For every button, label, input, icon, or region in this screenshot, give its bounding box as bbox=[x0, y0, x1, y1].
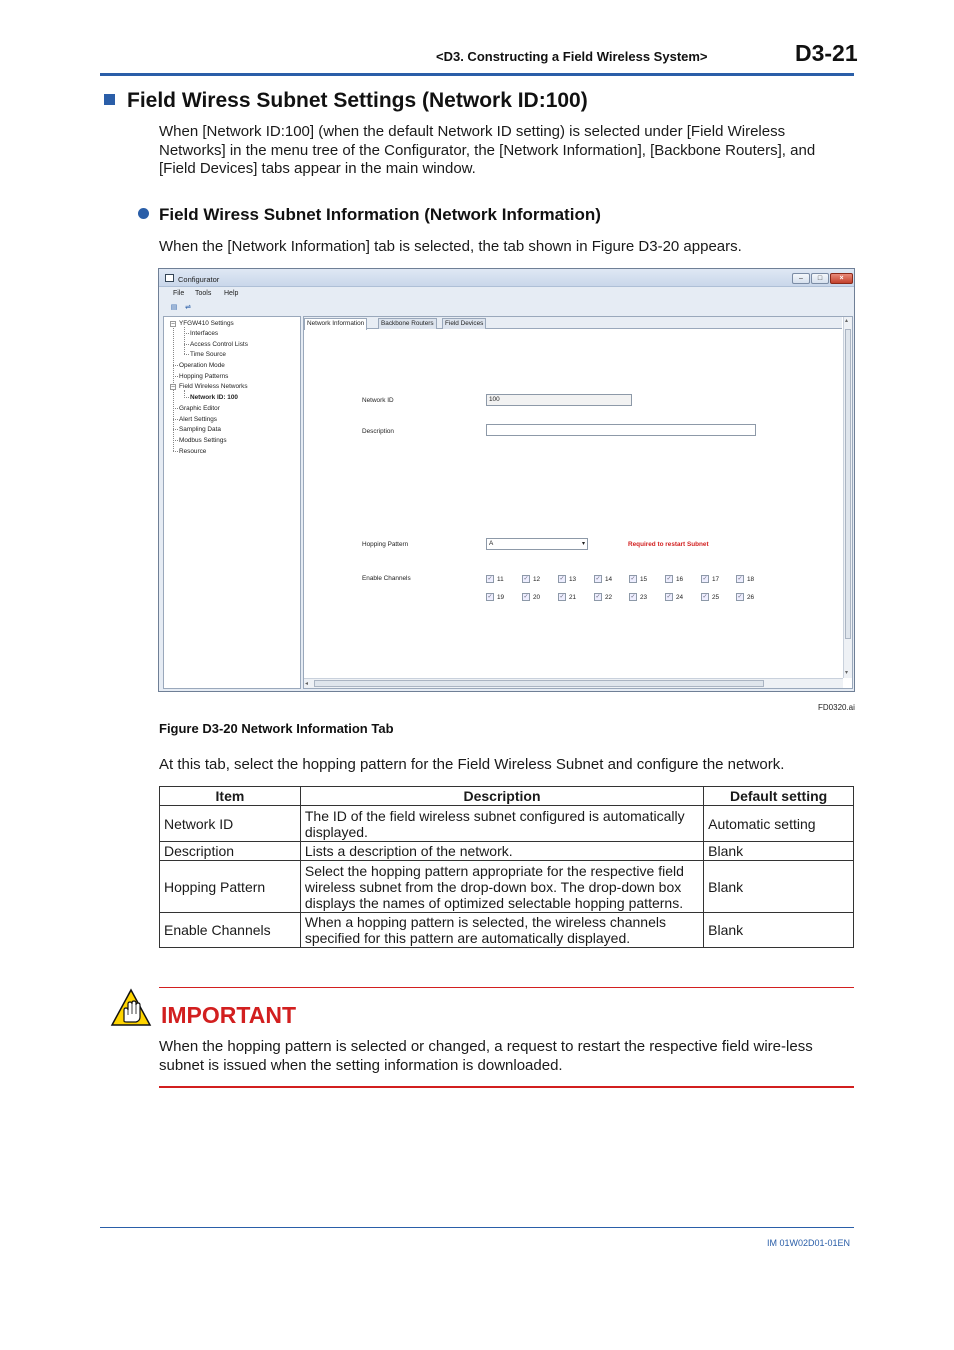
channel-checkbox[interactable]: ✓ bbox=[487, 576, 493, 582]
section-title: <D3. Constructing a Field Wireless System> bbox=[436, 49, 708, 64]
channel-checkbox[interactable]: ✓ bbox=[702, 594, 708, 600]
channel-label: 16 bbox=[676, 576, 684, 583]
channel-checkbox[interactable]: ✓ bbox=[737, 594, 743, 600]
table-cell: Automatic setting bbox=[704, 806, 854, 842]
network-id-field[interactable]: 100 bbox=[486, 394, 632, 406]
intro-paragraph: When [Network ID:100] (when the default Network ID setting) is selected under [Field Wireless Networks] in the menu tree of the Configurator, the [Network Information], [Backbone Routers], and [Field Devices] tabs appear in the main window. bbox=[159, 123, 816, 177]
section-heading-text: Field Wiress Subnet Settings (Network ID:100) bbox=[127, 89, 588, 112]
hopping-pattern-value: A bbox=[489, 540, 494, 547]
table-cell: Description bbox=[160, 842, 301, 861]
scroll-left-icon[interactable]: ◂ bbox=[305, 681, 309, 687]
menu-help[interactable]: Help bbox=[224, 290, 239, 297]
channel-checkbox[interactable]: ✓ bbox=[702, 576, 708, 582]
tree-item[interactable]: Resource bbox=[179, 448, 207, 455]
tree-item[interactable]: YFGW410 Settings bbox=[179, 320, 234, 327]
table-header: Default setting bbox=[704, 787, 854, 806]
channel-label: 21 bbox=[569, 594, 577, 601]
menu-file[interactable]: File bbox=[173, 290, 185, 297]
tree-item[interactable]: Access Control Lists bbox=[190, 341, 248, 348]
subsection-heading-text: Field Wiress Subnet Information (Network Information) bbox=[159, 205, 601, 224]
table-row bbox=[160, 913, 854, 948]
channel-checkbox[interactable]: ✓ bbox=[666, 594, 672, 600]
channel-label: 26 bbox=[747, 594, 755, 601]
minimize-icon[interactable]: – bbox=[792, 273, 810, 284]
configurator-window bbox=[158, 268, 855, 692]
chevron-down-icon: ▾ bbox=[581, 541, 585, 547]
app-icon bbox=[165, 274, 174, 282]
channel-label: 11 bbox=[497, 576, 504, 583]
table-row bbox=[160, 861, 854, 913]
channel-label: 24 bbox=[676, 594, 684, 601]
channel-label: 12 bbox=[533, 576, 541, 583]
subsection-heading bbox=[138, 205, 601, 225]
channel-checkbox[interactable]: ✓ bbox=[487, 594, 493, 600]
description-field[interactable] bbox=[486, 424, 756, 436]
table-cell: The ID of the field wireless subnet configured is automatically displayed. bbox=[300, 806, 703, 842]
square-bullet-icon bbox=[104, 94, 115, 105]
settings-table bbox=[159, 786, 854, 948]
channel-label: 25 bbox=[712, 594, 720, 601]
tab-description: At this tab, select the hopping pattern for the Field Wireless Subnet and configure the network. bbox=[159, 756, 785, 773]
table-cell: Enable Channels bbox=[160, 913, 301, 948]
hopping-pattern-select[interactable] bbox=[486, 538, 588, 550]
table-cell: Lists a description of the network. bbox=[300, 842, 703, 861]
vertical-scrollbar[interactable] bbox=[843, 317, 852, 678]
menu-tools[interactable]: Tools bbox=[195, 290, 212, 297]
important-top-rule bbox=[159, 987, 854, 988]
table-cell: Hopping Pattern bbox=[160, 861, 301, 913]
header-rule bbox=[100, 73, 854, 76]
channel-checkbox[interactable]: ✓ bbox=[666, 576, 672, 582]
table-cell: Network ID bbox=[160, 806, 301, 842]
main-pane bbox=[303, 316, 853, 689]
table-header: Item bbox=[160, 787, 301, 806]
tree-item[interactable]: Sampling Data bbox=[179, 426, 221, 433]
tree-item-selected[interactable]: Network ID: 100 bbox=[190, 394, 238, 401]
collapse-icon[interactable]: – bbox=[171, 384, 175, 390]
window-title: Configurator bbox=[178, 275, 220, 284]
channel-label: 14 bbox=[605, 576, 613, 583]
channel-checkbox[interactable]: ✓ bbox=[737, 576, 743, 582]
channel-label: 22 bbox=[605, 594, 613, 601]
window-titlebar bbox=[159, 269, 854, 287]
scroll-up-icon[interactable]: ▴ bbox=[845, 318, 849, 324]
hopping-pattern-label: Hopping Pattern bbox=[362, 541, 409, 548]
channel-checkbox[interactable]: ✓ bbox=[523, 594, 529, 600]
collapse-icon[interactable]: – bbox=[171, 321, 175, 327]
table-header: Description bbox=[300, 787, 703, 806]
tree-item[interactable]: Interfaces bbox=[190, 330, 219, 337]
tree-item[interactable]: Modbus Settings bbox=[179, 437, 227, 444]
horizontal-scrollbar[interactable] bbox=[304, 678, 843, 688]
table-cell: Select the hopping pattern appropriate for the respective field wireless subnet from the drop-down box. The drop-down box displays the names of optimized selectable hopping patterns. bbox=[300, 861, 703, 913]
tree-item[interactable]: Hopping Patterns bbox=[179, 373, 229, 380]
table-cell: Blank bbox=[704, 842, 854, 861]
table-row bbox=[160, 806, 854, 842]
horizontal-scroll-thumb[interactable] bbox=[314, 680, 764, 687]
table-cell: Blank bbox=[704, 861, 854, 913]
channel-checkbox[interactable]: ✓ bbox=[523, 576, 529, 582]
tab-strip bbox=[304, 317, 842, 329]
vertical-scroll-thumb[interactable] bbox=[845, 329, 851, 639]
tree-item[interactable]: Time Source bbox=[190, 351, 226, 358]
table-cell: When a hopping pattern is selected, the wireless channels specified for this pattern are automatically displayed. bbox=[300, 913, 703, 948]
channel-label: 20 bbox=[533, 594, 541, 601]
document-id: IM 01W02D01-01EN bbox=[767, 1238, 851, 1248]
tree-item[interactable]: Field Wireless Networks bbox=[179, 383, 248, 390]
restart-warning: Required to restart Subnet bbox=[628, 541, 709, 548]
section-heading bbox=[104, 89, 588, 113]
close-icon[interactable]: × bbox=[830, 273, 853, 284]
enable-channels-label: Enable Channels bbox=[362, 575, 411, 582]
open-file-icon[interactable]: ▤ bbox=[170, 304, 178, 311]
channel-label: 15 bbox=[640, 576, 648, 583]
channel-label: 23 bbox=[640, 594, 648, 601]
footer-rule bbox=[100, 1227, 854, 1228]
figure-file-id: FD0320.ai bbox=[818, 703, 855, 712]
important-title: IMPORTANT bbox=[161, 1002, 297, 1028]
channel-checkbox[interactable]: ✓ bbox=[559, 576, 565, 582]
channel-label: 17 bbox=[712, 576, 720, 583]
page-number: D3-21 bbox=[795, 40, 858, 66]
scroll-down-icon[interactable]: ▾ bbox=[845, 670, 849, 676]
circle-bullet-icon bbox=[138, 208, 149, 219]
description-label: Description bbox=[362, 428, 394, 435]
connect-icon[interactable]: ⇌ bbox=[185, 304, 191, 311]
tree-item[interactable]: Operation Mode bbox=[179, 362, 225, 369]
channel-label: 19 bbox=[497, 594, 505, 601]
important-bottom-rule bbox=[159, 1086, 854, 1088]
channel-checkbox[interactable]: ✓ bbox=[559, 594, 565, 600]
menu-bar bbox=[159, 288, 854, 300]
toolbar bbox=[159, 301, 854, 315]
figure-caption: Figure D3-20 Network Information Tab bbox=[159, 721, 394, 736]
channel-checkbox[interactable]: ✓ bbox=[630, 594, 636, 600]
channel-checkbox[interactable]: ✓ bbox=[630, 576, 636, 582]
network-id-label: Network ID bbox=[362, 397, 394, 404]
channel-label: 13 bbox=[569, 576, 577, 583]
tab-backbone-routers[interactable]: Backbone Routers bbox=[378, 318, 437, 329]
table-row bbox=[160, 842, 854, 861]
table-cell: Blank bbox=[704, 913, 854, 948]
warning-hand-icon bbox=[110, 988, 152, 1028]
channel-checkbox[interactable]: ✓ bbox=[595, 576, 601, 582]
important-text: When the hopping pattern is selected or changed, a request to restart the respective field wire-less subnet is issued when the setting information is downloaded. bbox=[159, 1038, 813, 1074]
tree-item[interactable]: Graphic Editor bbox=[179, 405, 220, 412]
table-header-row bbox=[160, 787, 854, 806]
channel-label: 18 bbox=[747, 576, 755, 583]
maximize-icon[interactable]: □ bbox=[811, 273, 829, 284]
tab-network-information[interactable]: Network Information bbox=[304, 318, 367, 330]
tab-field-devices[interactable]: Field Devices bbox=[442, 318, 486, 329]
menu-tree bbox=[163, 316, 301, 689]
tree-item[interactable]: Alert Settings bbox=[179, 416, 218, 423]
tab-paragraph: When the [Network Information] tab is selected, the tab shown in Figure D3-20 appears. bbox=[159, 238, 742, 255]
channel-checkbox[interactable]: ✓ bbox=[595, 594, 601, 600]
